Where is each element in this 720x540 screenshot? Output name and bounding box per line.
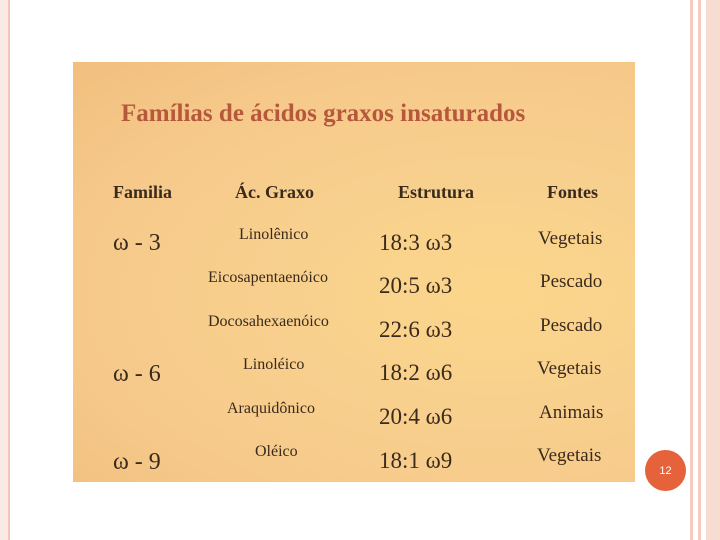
column-header-structure: Estrutura bbox=[398, 182, 474, 202]
column-header-sources: Fontes bbox=[547, 182, 598, 202]
source-cell: Vegetais bbox=[538, 228, 603, 249]
source-cell: Vegetais bbox=[537, 358, 602, 379]
structure-cell: 18:3 ω3 bbox=[379, 230, 453, 255]
structure-cell: 18:1 ω9 bbox=[379, 448, 453, 473]
source-cell: Animais bbox=[539, 402, 604, 423]
structure-cell: 20:5 ω3 bbox=[379, 273, 453, 298]
acid-cell: Oléico bbox=[255, 443, 298, 460]
slide-title: Famílias de ácidos graxos insaturados bbox=[121, 100, 526, 127]
acid-cell: Araquidônico bbox=[227, 400, 315, 417]
right-frame-stripe bbox=[706, 0, 720, 540]
slide-table-image bbox=[73, 62, 635, 482]
structure-cell: 22:6 ω3 bbox=[379, 317, 453, 342]
acid-cell: Eicosapentaenóico bbox=[208, 269, 328, 286]
structure-cell: 18:2 ω6 bbox=[379, 360, 453, 385]
left-frame-border bbox=[0, 0, 10, 540]
family-cell: ω - 6 bbox=[113, 361, 161, 387]
right-frame-stripe bbox=[698, 0, 701, 540]
column-header-family: Familia bbox=[113, 182, 172, 202]
right-frame-stripe bbox=[690, 0, 693, 540]
source-cell: Pescado bbox=[540, 315, 603, 336]
source-cell: Pescado bbox=[540, 271, 603, 292]
family-cell: ω - 9 bbox=[113, 449, 161, 475]
column-header-acid: Ác. Graxo bbox=[235, 182, 314, 202]
structure-cell: 20:4 ω6 bbox=[379, 404, 453, 429]
acid-cell: Linoléico bbox=[243, 356, 305, 373]
acid-cell: Linolênico bbox=[239, 226, 309, 243]
family-cell: ω - 3 bbox=[113, 230, 161, 256]
acid-cell: Docosahexaenóico bbox=[208, 313, 329, 330]
source-cell: Vegetais bbox=[537, 445, 602, 466]
page-number-badge: 12 bbox=[645, 450, 686, 491]
